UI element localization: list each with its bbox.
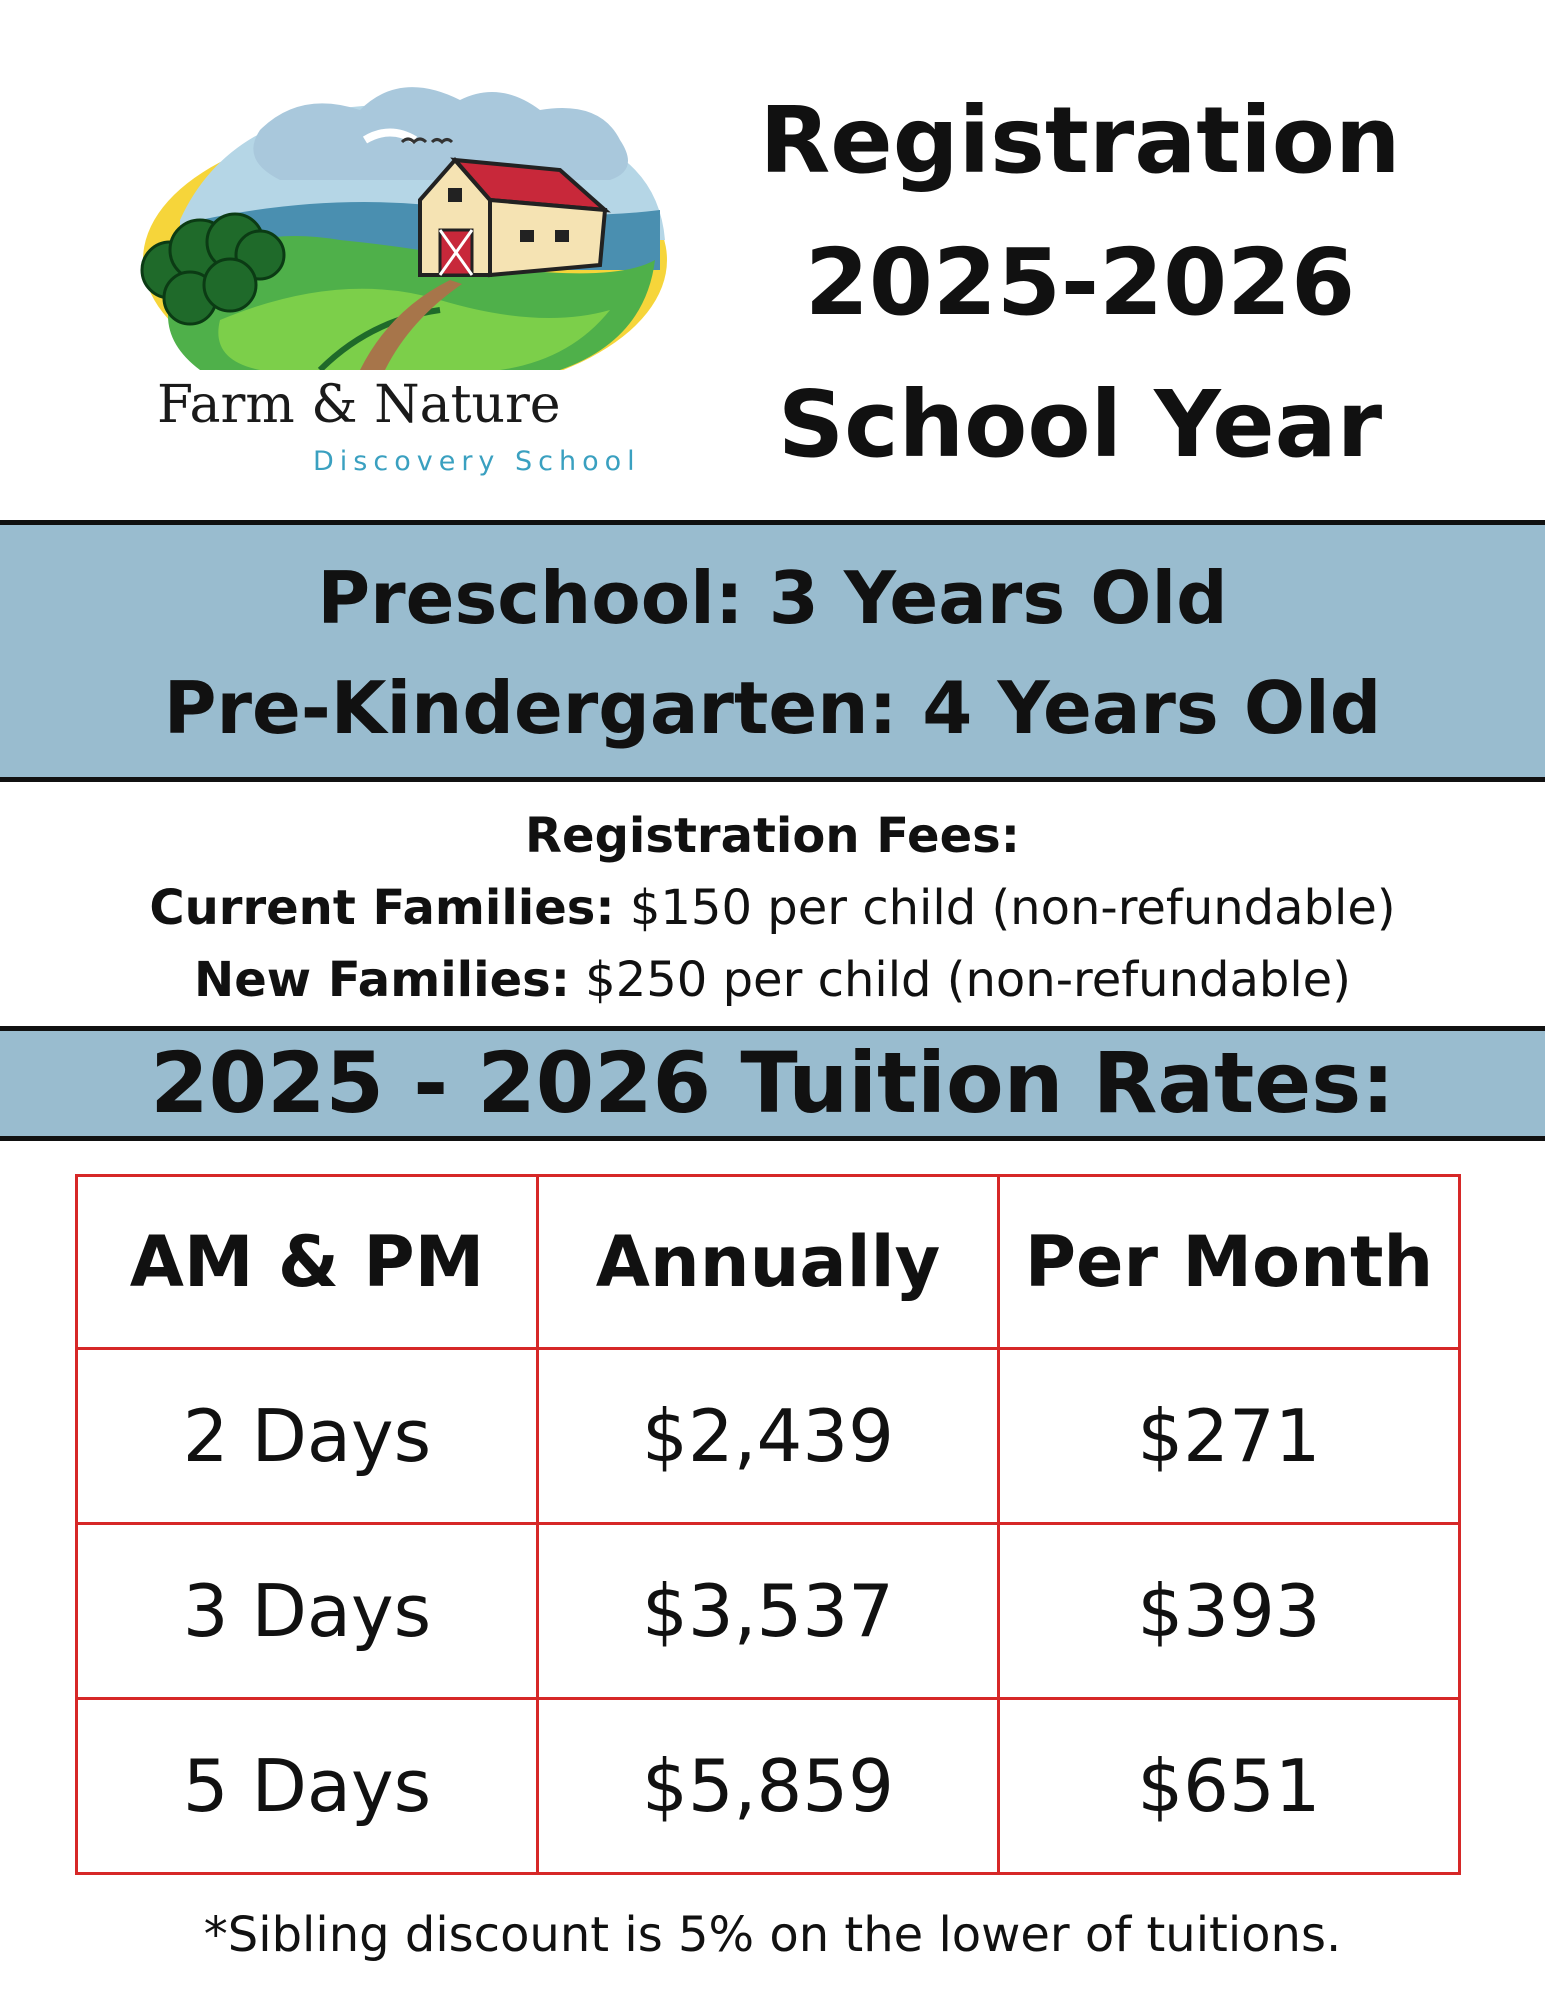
table-cell: 5 Days bbox=[77, 1699, 538, 1874]
logo-subtitle: Discovery School bbox=[313, 446, 641, 477]
table-cell: $651 bbox=[999, 1699, 1460, 1874]
fee-new-label: New Families: bbox=[194, 952, 570, 1008]
table-cell: 3 Days bbox=[77, 1524, 538, 1699]
fee-current-label: Current Families: bbox=[149, 880, 615, 936]
table-cell: $2,439 bbox=[538, 1349, 999, 1524]
fee-new-families bbox=[0, 944, 1545, 1016]
program-pre-k: Pre-Kindergarten: 4 Years Old bbox=[163, 666, 1382, 750]
school-logo bbox=[140, 70, 680, 490]
sibling-discount-note: *Sibling discount is 5% on the lower of tuitions. bbox=[203, 1907, 1342, 1963]
logo-name: Farm & Nature bbox=[157, 375, 561, 435]
title-line-1: Registration bbox=[759, 87, 1401, 194]
table-cell: 2 Days bbox=[77, 1349, 538, 1524]
table-row bbox=[77, 1524, 1460, 1699]
column-header: AM & PM bbox=[77, 1176, 538, 1349]
tuition-table bbox=[75, 1174, 1461, 1875]
page-title bbox=[720, 70, 1440, 496]
fee-new-value: $250 per child (non-refundable) bbox=[585, 952, 1351, 1008]
table-row bbox=[77, 1699, 1460, 1874]
title-line-3: School Year bbox=[777, 371, 1383, 478]
table-header-row bbox=[77, 1176, 1460, 1349]
column-header: Per Month bbox=[999, 1176, 1460, 1349]
table-cell: $5,859 bbox=[538, 1699, 999, 1874]
fee-current-value: $150 per child (non-refundable) bbox=[629, 880, 1396, 936]
program-preschool: Preschool: 3 Years Old bbox=[317, 556, 1228, 640]
table-cell: $271 bbox=[999, 1349, 1460, 1524]
tuition-heading-band bbox=[0, 1026, 1545, 1141]
table-cell: $393 bbox=[999, 1524, 1460, 1699]
header bbox=[0, 0, 1545, 520]
programs-band bbox=[0, 520, 1545, 782]
table-row bbox=[77, 1349, 1460, 1524]
farm-landscape-icon bbox=[140, 70, 680, 370]
tuition-heading: 2025 - 2026 Tuition Rates: bbox=[150, 1034, 1395, 1132]
title-line-2: 2025-2026 bbox=[804, 229, 1356, 336]
registration-fees bbox=[0, 800, 1545, 1016]
column-header: Annually bbox=[538, 1176, 999, 1349]
fees-heading: Registration Fees: bbox=[525, 808, 1020, 864]
table-cell: $3,537 bbox=[538, 1524, 999, 1699]
fee-current-families bbox=[0, 872, 1545, 944]
